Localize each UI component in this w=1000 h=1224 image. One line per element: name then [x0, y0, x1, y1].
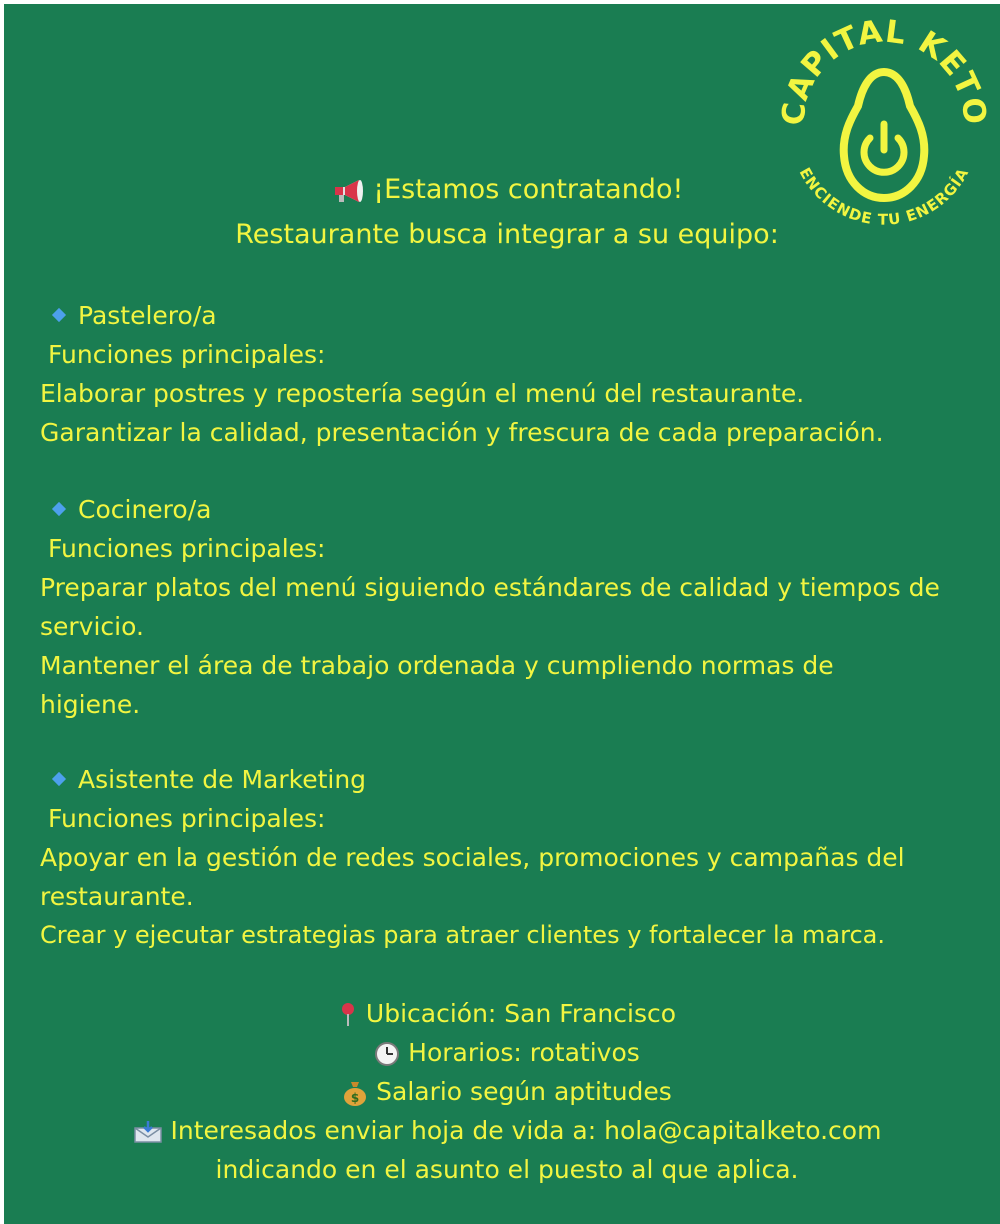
money-bag-icon: [342, 1079, 368, 1107]
subject-line: indicando en el asunto el puesto al que aplica.: [215, 1155, 799, 1184]
role-title: Pastelero/a: [40, 296, 980, 335]
role-title: Cocinero/a: [40, 490, 980, 529]
inbox-tray-icon: [133, 1120, 163, 1144]
logo-tagline-text: ENCIENDE TU ENERGÍA: [795, 164, 973, 229]
functions-label: Funciones principales:: [48, 804, 326, 833]
clock-icon: [374, 1041, 400, 1067]
role-title: Asistente de Marketing: [40, 760, 980, 799]
role-section-pastelero: [40, 296, 980, 452]
job-poster: [4, 4, 1000, 1224]
header-subtitle: Restaurante busca integrar a su equipo:: [235, 219, 779, 250]
task-item: Mantener el área de trabajo ordenada y cumpliendo normas de higiene.: [40, 651, 834, 719]
schedule-line: Horarios: rotativos: [4, 1033, 1000, 1072]
task-item: Preparar platos del menú siguiendo estándares de calidad y tiempos de servicio.: [40, 573, 940, 641]
header: [4, 164, 1000, 257]
diamond-bullet-icon: [52, 502, 66, 516]
salary-line: $ Salario según aptitudes: [4, 1072, 1000, 1111]
header-line-1: [4, 167, 1000, 212]
role-section-cocinero: [40, 490, 980, 724]
header-title: ¡Estamos contratando!: [373, 174, 684, 205]
task-item: Crear y ejecutar estrategias para atraer clientes y fortalecer la marca.: [40, 921, 886, 949]
task-item: Apoyar en la gestión de redes sociales, promociones y campañas del restaurante.: [40, 843, 905, 911]
svg-text:$: $: [350, 1091, 360, 1105]
logo-brand-text: CAPITAL KETO: [775, 13, 993, 128]
role-section-marketing: [40, 760, 980, 955]
location-line: Ubicación: San Francisco: [4, 994, 1000, 1033]
diamond-bullet-icon: [52, 308, 66, 322]
pushpin-icon: [338, 1002, 358, 1028]
apply-line: Interesados enviar hoja de vida a: hola@capitalketo.com: [4, 1111, 1000, 1150]
diamond-bullet-icon: [52, 772, 66, 786]
task-item: Garantizar la calidad, presentación y frescura de cada preparación.: [40, 418, 884, 447]
task-item: Elaborar postres y repostería según el menú del restaurante.: [40, 379, 805, 408]
footer: [4, 994, 1000, 1189]
functions-label: Funciones principales:: [48, 340, 326, 369]
functions-label: Funciones principales:: [48, 534, 326, 563]
megaphone-icon: [331, 178, 365, 204]
